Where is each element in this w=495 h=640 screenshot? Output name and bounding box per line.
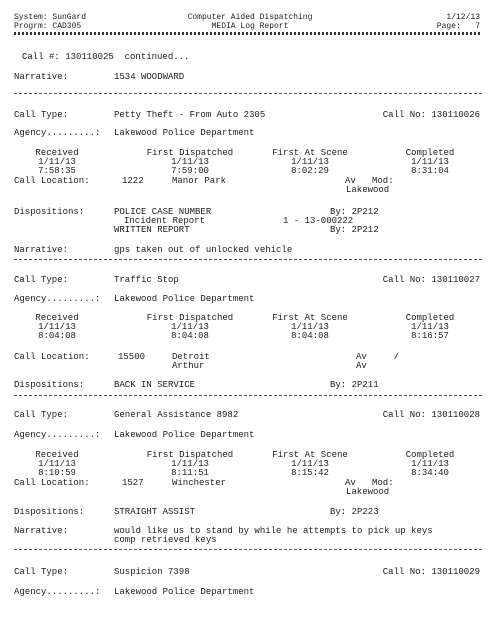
call-type-value: General Assistance 8982 [114, 410, 239, 420]
call-number: Call No: 130110027 [382, 275, 480, 285]
agency-value: Lakewood Police Department [114, 294, 255, 304]
first-at-scene-header: First At Scene [272, 313, 348, 323]
narrative-label: Narrative: [14, 245, 69, 255]
first-at-scene-header: First At Scene [272, 450, 348, 460]
call-location-label: Call Location: [14, 352, 90, 362]
header-separator [14, 32, 482, 35]
scene-time: 8:02:29 [291, 166, 329, 176]
av-mod-label: Av Mod: [345, 478, 394, 488]
av-label-2: Av [356, 361, 367, 371]
location-number: 15500 [118, 352, 146, 362]
dispositions-label: Dispositions: [14, 380, 85, 390]
agency-label: Agency.........: [14, 430, 101, 440]
disposition-1: BACK IN SERVICE [114, 380, 196, 390]
section-divider [14, 549, 482, 550]
completed-date: 1/11/13 [411, 322, 449, 332]
call-type-label: Call Type: [14, 275, 69, 285]
call-type-value: Suspicion 7398 [114, 567, 190, 577]
system-label: System: SunGard [14, 13, 87, 22]
disposition-2: WRITTEN REPORT [114, 225, 190, 235]
call-number: Call No: 130110029 [382, 567, 480, 577]
location-number: 1222 [122, 176, 144, 186]
received-date: 1/11/13 [38, 322, 76, 332]
completed-header: Completed [405, 148, 455, 158]
call-type-label: Call Type: [14, 110, 69, 120]
received-date: 1/11/13 [38, 157, 76, 167]
agency-value: Lakewood Police Department [114, 128, 255, 138]
agency-label: Agency.........: [14, 128, 101, 138]
report-date: 1/12/13 [446, 13, 480, 22]
received-time: 7:58:35 [38, 166, 76, 176]
scene-time: 8:15:42 [291, 468, 329, 478]
scene-time: 8:04:08 [291, 331, 329, 341]
incident-report-label: Incident Report [124, 216, 206, 226]
disposition-1-by: By: 2P212 [330, 207, 379, 217]
completed-header: Completed [405, 313, 455, 323]
received-header: Received [35, 313, 79, 323]
location-street: Winchester [172, 478, 227, 488]
scene-date: 1/11/13 [291, 459, 329, 469]
dispositions-label: Dispositions: [14, 207, 85, 217]
call-type-value: Petty Theft - From Auto 2305 [114, 110, 266, 120]
completed-date: 1/11/13 [411, 157, 449, 167]
dispatched-date: 1/11/13 [171, 459, 209, 469]
call-type-label: Call Type: [14, 410, 69, 420]
dispatched-time: 7:59:00 [171, 166, 209, 176]
received-header: Received [35, 450, 79, 460]
section-divider [14, 93, 482, 94]
completed-header: Completed [405, 450, 455, 460]
agency-label: Agency.........: [14, 294, 101, 304]
location-city: Lakewood [346, 185, 390, 195]
program-label: Progrm: CAD305 [14, 22, 82, 31]
continued-call-line: Call #: 130110025 continued... [22, 52, 190, 62]
call-location-label: Call Location: [14, 478, 90, 488]
call-number: Call No: 130110028 [382, 410, 480, 420]
completed-date: 1/11/13 [411, 459, 449, 469]
disposition-1: POLICE CASE NUMBER [114, 207, 212, 217]
narrative-label: Narrative: [14, 72, 69, 82]
dispatched-time: 8:11:51 [171, 468, 209, 478]
report-title: Computer Aided Dispatching [187, 13, 313, 22]
narrative-line-1: would like us to stand by while he attempts to pick up keys [114, 526, 433, 536]
narrative-text: gps taken out of unlocked vehicle [114, 245, 293, 255]
disposition-1-by: By: 2P211 [330, 380, 379, 390]
first-dispatched-header: First Dispatched [146, 313, 234, 323]
page-number: Page: 7 [436, 22, 480, 31]
narrative-line-2: comp retrieved keys [114, 535, 217, 545]
incident-report-number: 1 - 13-000222 [283, 216, 354, 226]
call-location-label: Call Location: [14, 176, 90, 186]
narrative-label: Narrative: [14, 526, 69, 536]
agency-value: Lakewood Police Department [114, 430, 255, 440]
location-street: Detroit [172, 352, 210, 362]
report-subtitle: MEDIA Log Report [211, 22, 289, 31]
section-divider [14, 395, 482, 396]
received-header: Received [35, 148, 79, 158]
dispatched-time: 8:04:08 [171, 331, 209, 341]
dispatched-date: 1/11/13 [171, 322, 209, 332]
received-time: 8:04:08 [38, 331, 76, 341]
received-date: 1/11/13 [38, 459, 76, 469]
location-number: 1527 [122, 478, 144, 488]
dispositions-label: Dispositions: [14, 507, 85, 517]
location-city: Lakewood [346, 487, 390, 497]
location-street: Manor Park [172, 176, 227, 186]
scene-date: 1/11/13 [291, 322, 329, 332]
disposition-2-by: By: 2P212 [330, 225, 379, 235]
first-dispatched-header: First Dispatched [146, 450, 234, 460]
call-type-label: Call Type: [14, 567, 69, 577]
av-label: Av / [356, 352, 400, 362]
disposition-1: STRAIGHT ASSIST [114, 507, 196, 517]
call-type-value: Traffic Stop [114, 275, 179, 285]
agency-value: Lakewood Police Department [114, 587, 255, 597]
disposition-1-by: By: 2P223 [330, 507, 379, 517]
dispatched-date: 1/11/13 [171, 157, 209, 167]
completed-time: 8:16:57 [411, 331, 449, 341]
completed-time: 8:31:04 [411, 166, 449, 176]
narrative-text: 1534 WOODWARD [114, 72, 185, 82]
scene-date: 1/11/13 [291, 157, 329, 167]
section-divider [14, 259, 482, 260]
first-at-scene-header: First At Scene [272, 148, 348, 158]
first-dispatched-header: First Dispatched [146, 148, 234, 158]
received-time: 8:10:59 [38, 468, 76, 478]
agency-label: Agency.........: [14, 587, 101, 597]
location-cross-street: Arthur [172, 361, 205, 371]
completed-time: 8:34:40 [411, 468, 449, 478]
call-number: Call No: 130110026 [382, 110, 480, 120]
av-mod-label: Av Mod: [345, 176, 394, 186]
